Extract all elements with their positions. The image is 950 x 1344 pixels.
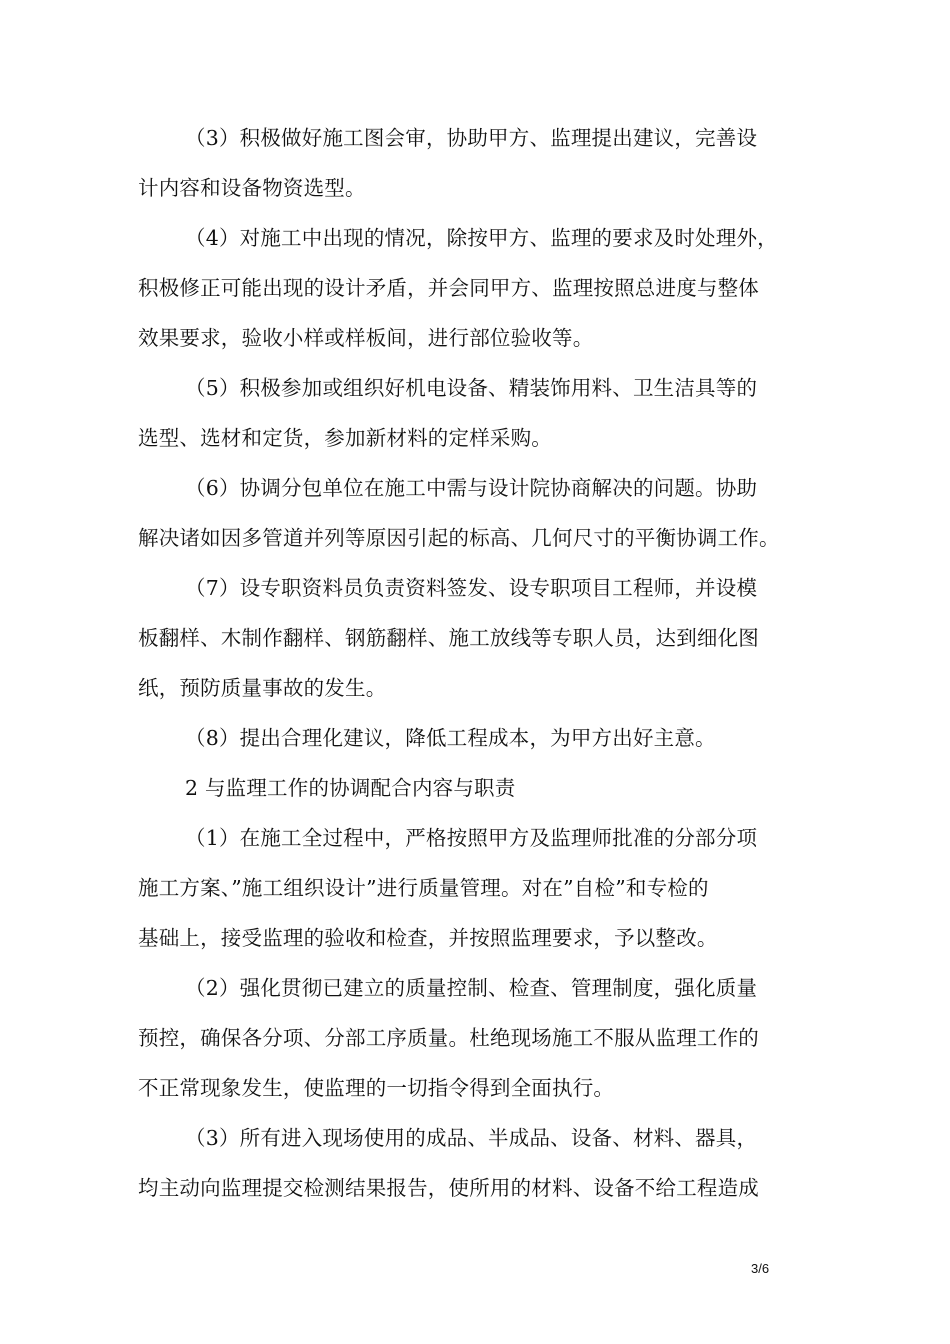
paragraph-line: 选型、选材和定货，参加新材料的定样采购。: [138, 426, 552, 450]
paragraph-line: （3）积极做好施工图会审，协助甲方、监理提出建议，完善设: [185, 126, 758, 150]
paragraph-line: （1）在施工全过程中，严格按照甲方及监理师批准的分部分项: [185, 826, 758, 850]
paragraph-line: （7）设专职资料员负责资料签发、设专职项目工程师，并设模: [185, 576, 758, 600]
section-heading: 2 与监理工作的协调配合内容与职责: [185, 776, 516, 800]
paragraph-line: 纸，预防质量事故的发生。: [138, 676, 387, 700]
paragraph-line: 计内容和设备物资选型。: [138, 176, 366, 200]
paragraph-line: （8）提出合理化建议，降低工程成本，为甲方出好主意。: [185, 726, 716, 750]
paragraph-line: 效果要求，验收小样或样板间，进行部位验收等。: [138, 326, 594, 350]
paragraph-line: 解决诸如因多管道并列等原因引起的标高、几何尺寸的平衡协调工作。: [138, 526, 780, 550]
paragraph-line: （3）所有进入现场使用的成品、半成品、设备、材料、器具，: [185, 1126, 758, 1150]
paragraph-line: 施工方案、”施工组织设计”进行质量管理。对在”自检”和专检的: [138, 876, 709, 900]
page-number: 3/6: [751, 1261, 770, 1276]
paragraph-line: 板翻样、木制作翻样、钢筋翻样、施工放线等专职人员，达到细化图: [138, 626, 759, 650]
paragraph-line: （4）对施工中出现的情况，除按甲方、监理的要求及时处理外，: [185, 226, 778, 250]
paragraph-line: 均主动向监理提交检测结果报告，使所用的材料、设备不给工程造成: [138, 1176, 759, 1200]
paragraph-line: 积极修正可能出现的设计矛盾，并会同甲方、监理按照总进度与整体: [138, 276, 759, 300]
paragraph-line: （5）积极参加或组织好机电设备、精装饰用料、卫生洁具等的: [185, 376, 758, 400]
paragraph-line: 基础上，接受监理的验收和检查，并按照监理要求，予以整改。: [138, 926, 718, 950]
paragraph-line: （2）强化贯彻已建立的质量控制、检查、管理制度，强化质量: [185, 976, 758, 1000]
paragraph-line: （6）协调分包单位在施工中需与设计院协商解决的问题。协助: [185, 476, 758, 500]
paragraph-line: 不正常现象发生，使监理的一切指令得到全面执行。: [138, 1076, 615, 1100]
paragraph-line: 预控，确保各分项、分部工序质量。杜绝现场施工不服从监理工作的: [138, 1026, 759, 1050]
